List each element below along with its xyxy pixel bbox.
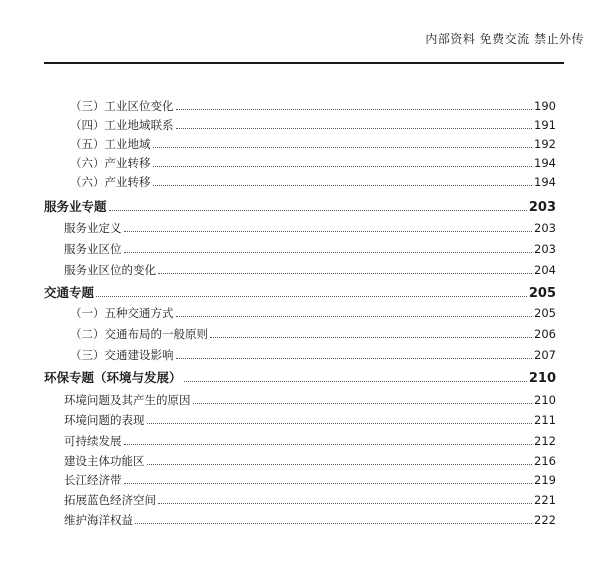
toc-page-number: 222 bbox=[534, 513, 556, 527]
toc-entry-row[interactable] bbox=[0, 347, 606, 363]
toc-page-number: 204 bbox=[534, 263, 556, 277]
toc-page-number: 206 bbox=[534, 327, 556, 341]
toc-entry-row[interactable] bbox=[0, 136, 606, 152]
dot-leader bbox=[176, 349, 533, 359]
toc-entry-row[interactable] bbox=[0, 453, 606, 469]
toc-page-number: 203 bbox=[534, 242, 556, 256]
dot-leader bbox=[153, 157, 533, 167]
toc-entry-title: 长江经济带 bbox=[64, 473, 122, 487]
dot-leader bbox=[176, 119, 533, 129]
toc-entry-title: （六）产业转移 bbox=[70, 156, 151, 170]
toc-page-number: 207 bbox=[534, 348, 556, 362]
dot-leader bbox=[124, 435, 533, 445]
toc-page-number: 219 bbox=[534, 473, 556, 487]
toc-entry-row[interactable] bbox=[0, 241, 606, 257]
toc-entry-title: 服务业区位的变化 bbox=[64, 263, 156, 277]
toc-entry-title: 可持续发展 bbox=[64, 434, 122, 448]
toc-entry-title: 环境问题及其产生的原因 bbox=[64, 393, 191, 407]
toc-entry-row[interactable] bbox=[0, 117, 606, 133]
dot-leader bbox=[109, 201, 527, 211]
toc-entry-title: 交通专题 bbox=[44, 285, 95, 300]
toc-page-number: 211 bbox=[534, 413, 556, 427]
dot-leader bbox=[124, 474, 533, 484]
toc-entry-row[interactable] bbox=[0, 472, 606, 488]
header-note: 内部资料 免费交流 禁止外传 bbox=[425, 32, 584, 46]
toc-entry-title: （一）五种交通方式 bbox=[70, 306, 174, 320]
toc-section-row[interactable] bbox=[0, 283, 606, 301]
toc-entry-title: （六）产业转移 bbox=[70, 175, 151, 189]
dot-leader bbox=[147, 455, 533, 465]
toc-page-number: 216 bbox=[534, 454, 556, 468]
toc-page-number: 192 bbox=[534, 137, 556, 151]
toc-page-number: 191 bbox=[534, 118, 556, 132]
dot-leader bbox=[176, 100, 533, 110]
dot-leader bbox=[153, 176, 533, 186]
toc-page-number: 190 bbox=[534, 99, 556, 113]
dot-leader bbox=[147, 414, 533, 424]
toc-entry-row[interactable] bbox=[0, 98, 606, 114]
toc-entry-title: （五）工业地域 bbox=[70, 137, 151, 151]
toc-entry-row[interactable] bbox=[0, 305, 606, 321]
dot-leader bbox=[124, 243, 533, 253]
toc-entry-row[interactable] bbox=[0, 412, 606, 428]
toc-entry-title: 服务业定义 bbox=[64, 221, 122, 235]
toc-page-number: 205 bbox=[528, 286, 556, 301]
toc-page-number: 194 bbox=[534, 156, 556, 170]
toc-page-number: 203 bbox=[528, 200, 556, 215]
header-rule bbox=[44, 62, 564, 64]
toc-page-number: 212 bbox=[534, 434, 556, 448]
dot-leader bbox=[135, 514, 532, 524]
dot-leader bbox=[193, 394, 533, 404]
dot-leader bbox=[158, 494, 532, 504]
toc-entry-row[interactable] bbox=[0, 262, 606, 278]
toc-page-number: 194 bbox=[534, 175, 556, 189]
dot-leader bbox=[96, 287, 527, 297]
toc-entry-row[interactable] bbox=[0, 326, 606, 342]
toc-entry-title: （三）工业区位变化 bbox=[70, 99, 174, 113]
toc-entry-title: 维护海洋权益 bbox=[64, 513, 133, 527]
toc-entry-title: 环保专题（环境与发展） bbox=[44, 370, 182, 385]
toc-entry-row[interactable] bbox=[0, 392, 606, 408]
dot-leader bbox=[158, 264, 532, 274]
toc-entry-title: 服务业区位 bbox=[64, 242, 122, 256]
toc-entry-title: 建设主体功能区 bbox=[64, 454, 145, 468]
dot-leader bbox=[176, 307, 533, 317]
toc-page-number: 210 bbox=[534, 393, 556, 407]
toc-page-number: 203 bbox=[534, 221, 556, 235]
toc-entry-row[interactable] bbox=[0, 220, 606, 236]
toc-entry-title: 拓展蓝色经济空间 bbox=[64, 493, 156, 507]
toc-page-number: 205 bbox=[534, 306, 556, 320]
toc-page-number: 210 bbox=[528, 371, 556, 386]
toc-section-row[interactable] bbox=[0, 368, 606, 386]
toc-entry-title: （三）交通建设影响 bbox=[70, 348, 174, 362]
toc-entry-row[interactable] bbox=[0, 433, 606, 449]
toc-entry-title: 服务业专题 bbox=[44, 199, 107, 214]
toc-entry-row[interactable] bbox=[0, 492, 606, 508]
toc-entry-row[interactable] bbox=[0, 174, 606, 190]
dot-leader bbox=[153, 138, 533, 148]
toc-section-row[interactable] bbox=[0, 197, 606, 215]
toc-entry-title: （二）交通布局的一般原则 bbox=[70, 327, 208, 341]
toc-entry-row[interactable] bbox=[0, 155, 606, 171]
toc-entry-title: 环境问题的表现 bbox=[64, 413, 145, 427]
dot-leader bbox=[124, 222, 533, 232]
dot-leader bbox=[210, 328, 532, 338]
toc-entry-row[interactable] bbox=[0, 512, 606, 528]
toc-page-number: 221 bbox=[534, 493, 556, 507]
dot-leader bbox=[184, 372, 527, 382]
toc-entry-title: （四）工业地域联系 bbox=[70, 118, 174, 132]
